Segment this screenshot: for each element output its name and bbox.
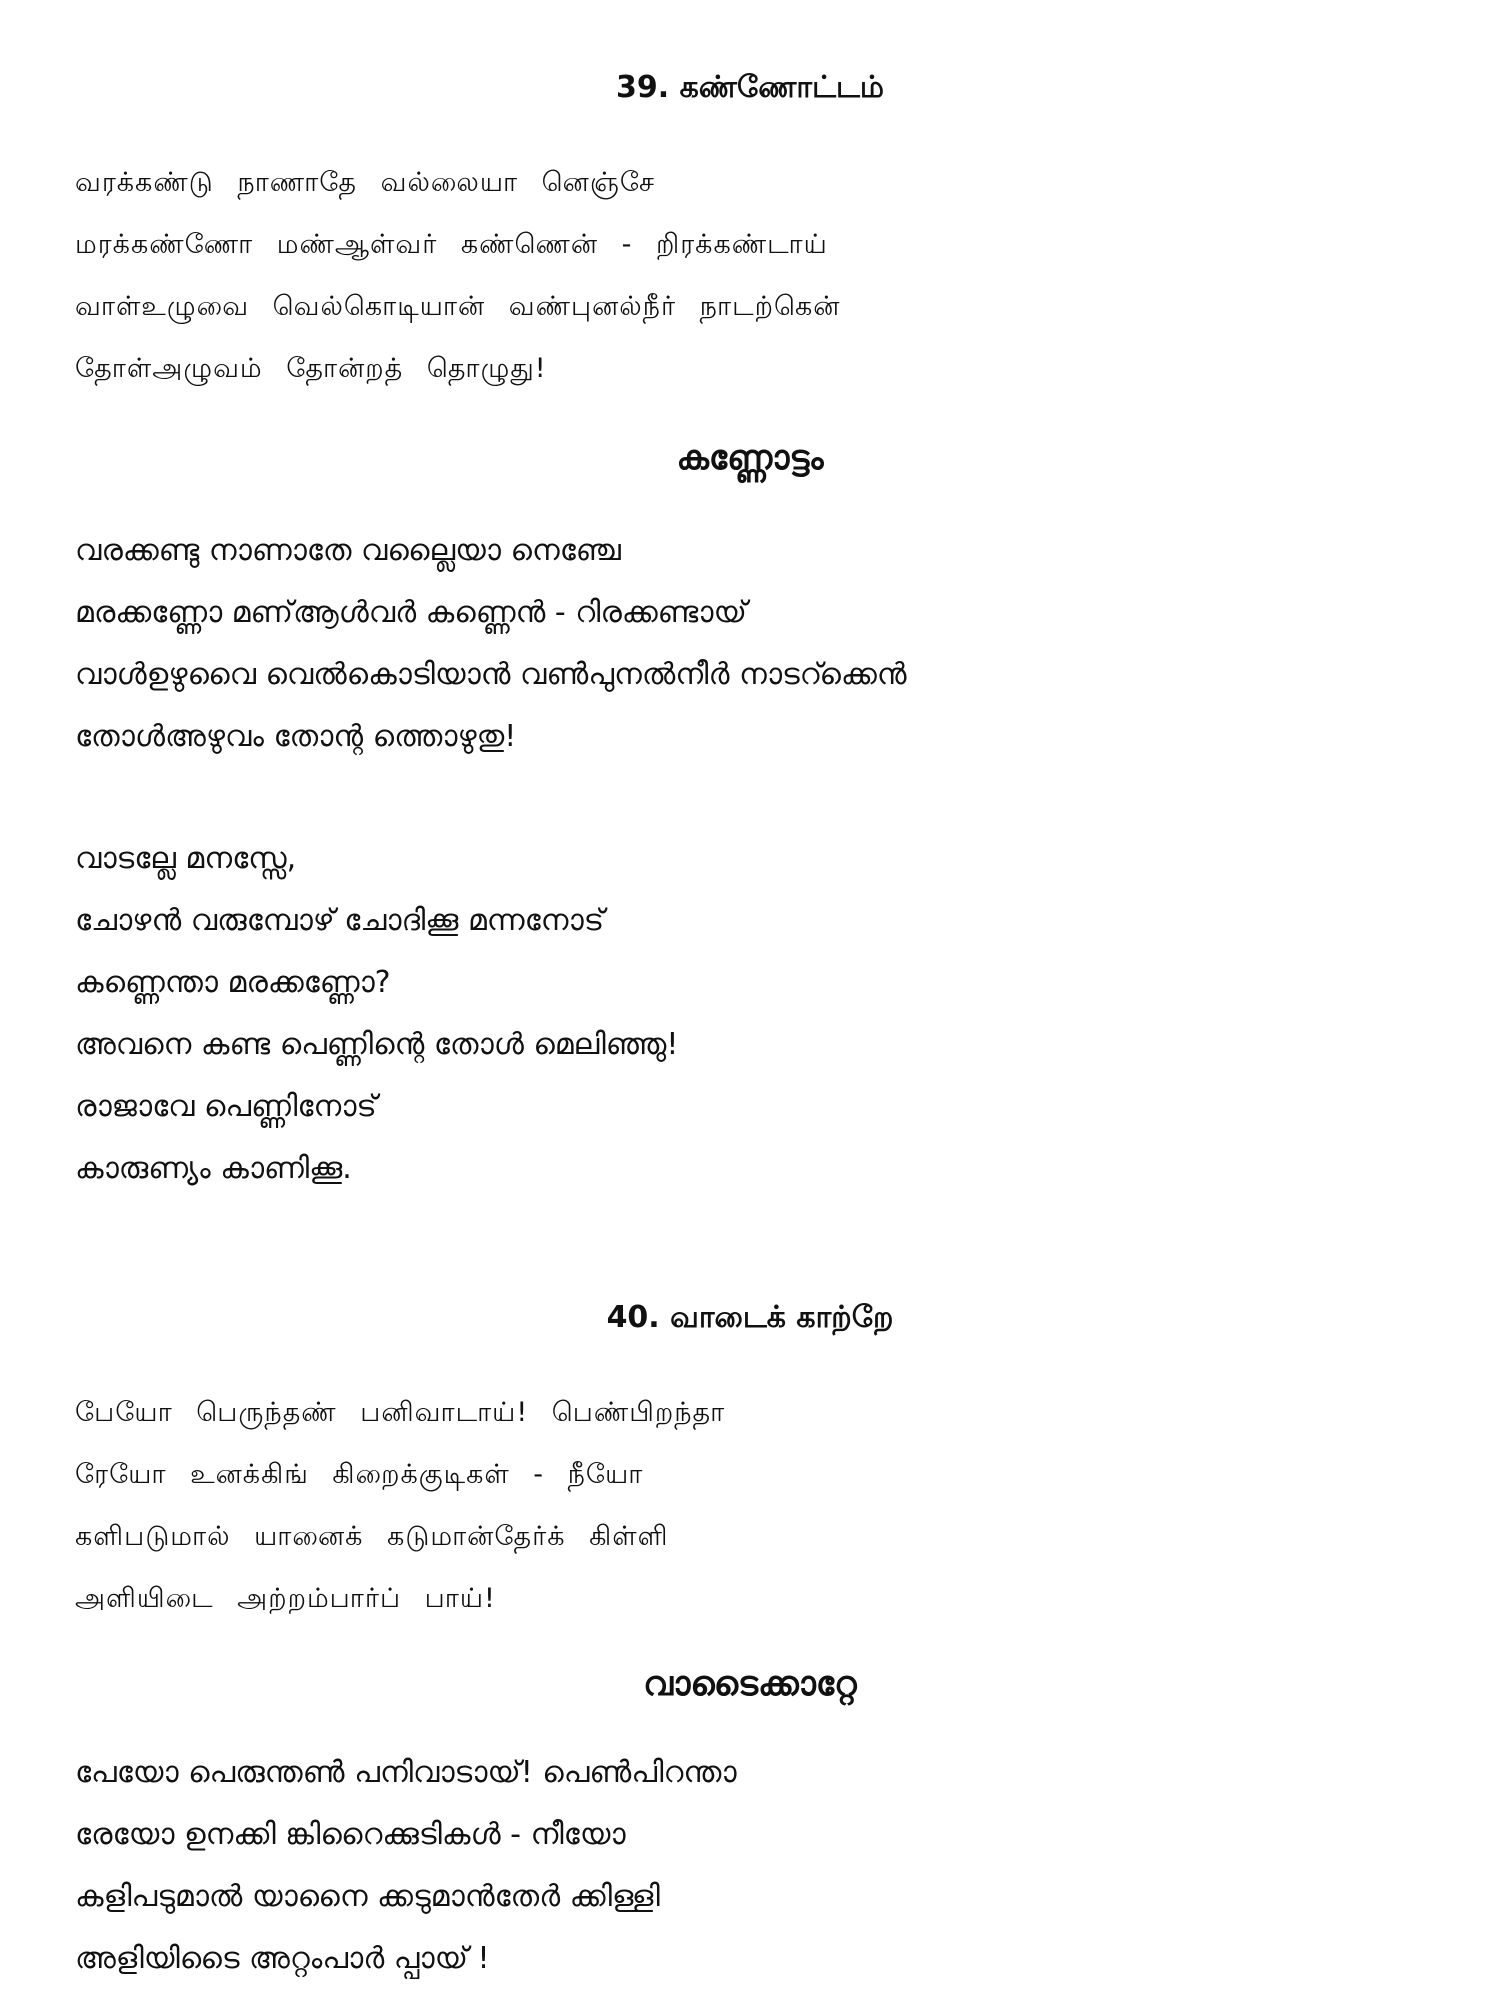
translation-line: ചോഴൻ വരുമ്പോഴ് ചോദിക്കൂ മന്നനോട് xyxy=(75,903,605,938)
translation-line: രാജാവേ പെണ്ണിനോട് xyxy=(75,1089,377,1124)
verse-line: மரக்கண்ணோ மண்ஆள்வர் கண்ணென் - றிரக்கண்டாய் xyxy=(75,229,828,260)
verse-line: പേയോ പെരുന്തൺ പനിവാടായ്! പെൺപിറന്താ xyxy=(75,1755,737,1790)
verse-line: രേയോ ഉനക്കി ങ്കിറൈക്കുടികൾ - നീയോ xyxy=(75,1817,626,1852)
section-39-malayalam-verse xyxy=(75,520,1455,768)
translation-line: കാരുണ്യം കാണിക്കൂ. xyxy=(75,1151,352,1186)
verse-line: களிபடுமால் யானைக் கடுமான்தேர்க் கிள்ளி xyxy=(75,1521,669,1552)
verse-line: ரேயோ உனக்கிங் கிறைக்குடிகள் - நீயோ xyxy=(75,1459,644,1490)
section-40-malayalam-title: വാടൈക്കാറ്റേ xyxy=(643,1664,857,1704)
section-39-malayalam-title: കണ്ണോട്ടം xyxy=(676,438,824,478)
verse-line: அளியிடை அற்றம்பார்ப் பாய்! xyxy=(75,1583,496,1614)
section-40-tamil-verse xyxy=(75,1382,1455,1630)
verse-line: മരക്കണ്ണോ മണ്ആൾവർ കണ്ണെൻ - റിരക്കണ്ടായ് xyxy=(75,595,747,630)
verse-line: வரக்கண்டு நாணாதே வல்லையா னெஞ்சே xyxy=(75,167,655,198)
section-39-malayalam-translation xyxy=(75,828,1455,1200)
section-39-tamil-verse xyxy=(75,152,1455,400)
verse-line: വരക്കണ്ടു നാണാതേ വല്ലൈയാ നെഞ്ചേ xyxy=(75,533,621,568)
section-40-malayalam-verse xyxy=(75,1742,1455,1990)
verse-line: വാൾഉഴുവൈ വെൽകൊടിയാൻ വൺപുനൽനീർ നാടറ്ക്കെൻ xyxy=(75,657,907,692)
translation-line: വാടല്ലേ മനസ്സേ, xyxy=(75,841,297,876)
translation-line: അവനെ കണ്ട പെണ്ണിന്റെ തോൾ മെലിഞ്ഞു! xyxy=(75,1027,679,1062)
verse-line: തോൾഅഴുവം തോന്റ ത്തൊഴുതു! xyxy=(75,719,517,754)
verse-line: അളിയിടൈ അറ്റംപാർ പ്പായ് ! xyxy=(75,1941,490,1976)
section-39-tamil-title: 39. கண்ணோட்டம் xyxy=(616,70,884,105)
verse-line: കളിപടുമാൽ യാനൈ ക്കടുമാൻതേർ ക്കിള്ളി xyxy=(75,1879,660,1914)
verse-line: வாள்உழுவை வெல்கொடியான் வண்புனல்நீர் நாடற்கென் xyxy=(75,291,841,322)
translation-line: കണ്ണെന്താ മരക്കണ്ണോ? xyxy=(75,965,391,1000)
verse-line: பேயோ பெருந்தண் பனிவாடாய்! பெண்பிறந்தா xyxy=(75,1397,726,1428)
section-40-tamil-title: 40. வாடைக் காற்றே xyxy=(606,1300,894,1335)
verse-line: தோள்அழுவம் தோன்றத் தொழுது! xyxy=(75,353,547,384)
